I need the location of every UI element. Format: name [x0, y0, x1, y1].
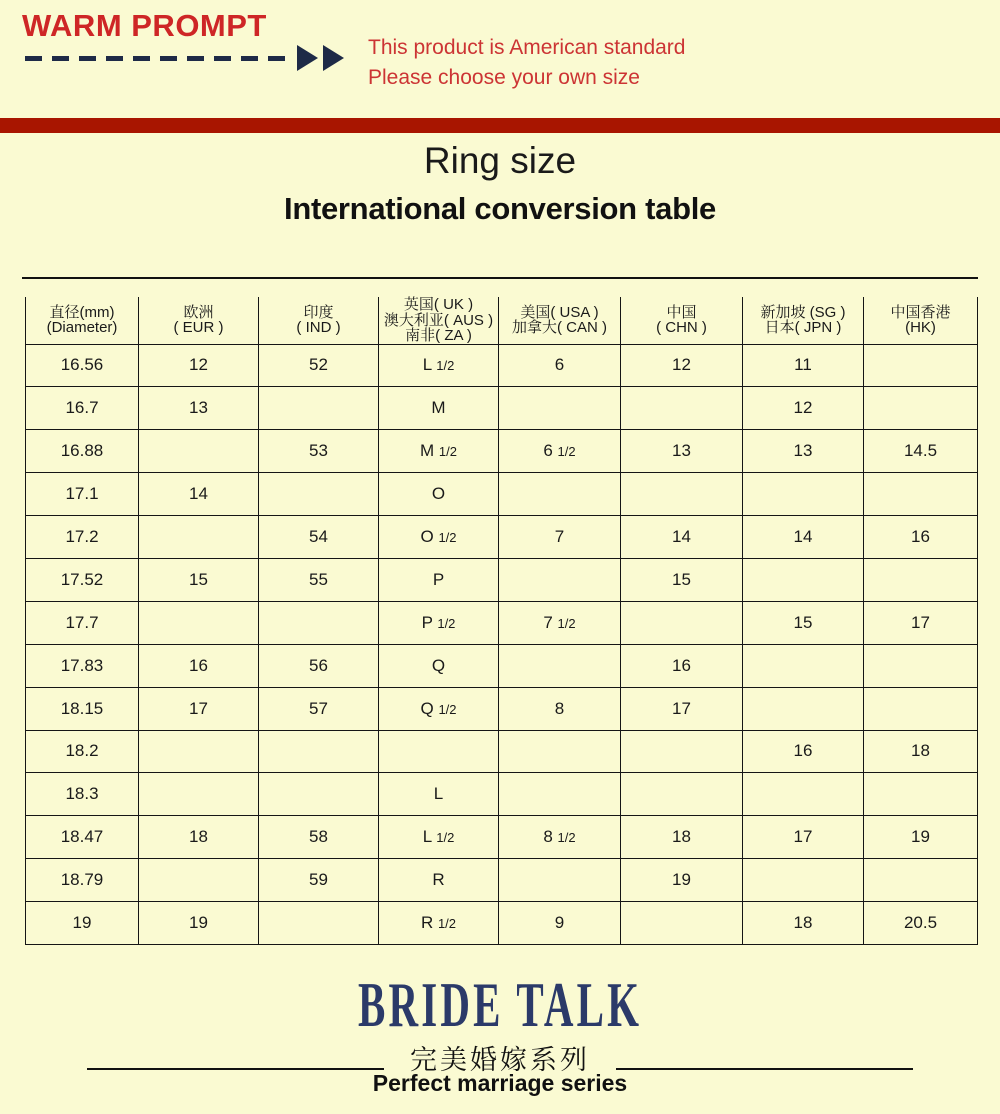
cell-r13-c2	[139, 859, 259, 902]
red-divider-bar	[0, 118, 1000, 133]
cell-r13-c3: 59	[259, 859, 379, 902]
cell-r8-c6: 16	[621, 644, 743, 687]
cell-r3-c6: 13	[621, 430, 743, 473]
table-row-6	[26, 558, 978, 601]
dashed-line	[25, 56, 293, 61]
cell-r1-c7: 11	[743, 344, 864, 387]
cell-r4-c5	[499, 473, 621, 516]
table-row-4	[26, 473, 978, 516]
header-cell-c2: 欧洲 ( EUR )	[139, 297, 259, 344]
cell-r8-c1: 17.83	[26, 644, 139, 687]
cell-r7-c4: P 1/2	[379, 601, 499, 644]
cell-r2-c2: 13	[139, 387, 259, 430]
cell-r11-c8	[864, 773, 978, 816]
brand-logo-text: BRIDE TALK	[357, 969, 643, 1040]
cell-r4-c7	[743, 473, 864, 516]
fraction-half: 1/2	[557, 830, 576, 846]
cell-r9-c1: 18.15	[26, 687, 139, 730]
table-row-14	[26, 902, 978, 945]
table-row-7	[26, 601, 978, 644]
page-subtitle: International conversion table	[284, 191, 716, 226]
cell-r8-c4: Q	[379, 644, 499, 687]
cell-r14-c8: 20.5	[864, 902, 978, 945]
table-row-12	[26, 816, 978, 859]
cell-r3-c8: 14.5	[864, 430, 978, 473]
fraction-half: 1/2	[437, 916, 457, 932]
cell-r14-c1: 19	[26, 902, 139, 945]
cell-r2-c5	[499, 387, 621, 430]
cell-r2-c4: M	[379, 387, 499, 430]
cell-r3-c5: 6 1/2	[499, 430, 621, 473]
cell-r11-c7	[743, 773, 864, 816]
cell-r1-c8	[864, 344, 978, 387]
cell-r3-c1: 16.88	[26, 430, 139, 473]
cell-r5-c5: 7	[499, 516, 621, 559]
fraction-half: 1/2	[436, 830, 455, 846]
cell-r10-c3	[259, 730, 379, 773]
cell-r8-c7	[743, 644, 864, 687]
cell-r7-c1: 17.7	[26, 601, 139, 644]
header-cell-c5: 美国( USA ) 加拿大( CAN )	[499, 297, 621, 344]
table-row-3	[26, 430, 978, 473]
table-top-rule	[22, 277, 978, 279]
table-row-8	[26, 644, 978, 687]
cell-r13-c5	[499, 859, 621, 902]
header-cell-c7: 新加坡 (SG ) 日本( JPN )	[743, 297, 864, 344]
cell-r8-c2: 16	[139, 644, 259, 687]
cell-r10-c8: 18	[864, 730, 978, 773]
cell-r8-c5	[499, 644, 621, 687]
cell-r4-c1: 17.1	[26, 473, 139, 516]
cell-r2-c3	[259, 387, 379, 430]
cell-r11-c6	[621, 773, 743, 816]
cell-r12-c2: 18	[139, 816, 259, 859]
cell-r11-c4: L	[379, 773, 499, 816]
cell-r12-c8: 19	[864, 816, 978, 859]
cell-r2-c6	[621, 387, 743, 430]
cell-r1-c4: L 1/2	[379, 344, 499, 387]
cell-r13-c7	[743, 859, 864, 902]
cell-r7-c5: 7 1/2	[499, 601, 621, 644]
cell-r7-c3	[259, 601, 379, 644]
cell-r5-c8: 16	[864, 516, 978, 559]
table-row-13	[26, 859, 978, 902]
series-title-en: Perfect marriage series	[372, 1070, 628, 1096]
cell-r9-c5: 8	[499, 687, 621, 730]
cell-r14-c7: 18	[743, 902, 864, 945]
table-row-1	[26, 344, 978, 387]
ring-size-conversion-table	[25, 297, 978, 945]
cell-r9-c6: 17	[621, 687, 743, 730]
fraction-half: 1/2	[438, 444, 457, 460]
cell-r4-c4: O	[379, 473, 499, 516]
prompt-text	[368, 33, 685, 93]
header-cell-c1: 直径(mm) (Diameter)	[26, 297, 139, 344]
cell-r6-c2: 15	[139, 558, 259, 601]
warm-prompt-title: WARM PROMPT	[22, 8, 267, 43]
cell-r4-c3	[259, 473, 379, 516]
arrow-right-icon	[323, 45, 344, 71]
cell-r1-c6: 12	[621, 344, 743, 387]
header-cell-c8: 中国香港 (HK)	[864, 297, 978, 344]
cell-r12-c3: 58	[259, 816, 379, 859]
cell-r9-c2: 17	[139, 687, 259, 730]
arrow-right-icon	[297, 45, 318, 71]
cell-r7-c2	[139, 601, 259, 644]
cell-r14-c2: 19	[139, 902, 259, 945]
cell-r5-c4: O 1/2	[379, 516, 499, 559]
cell-r2-c1: 16.7	[26, 387, 139, 430]
page-title: Ring size	[423, 140, 577, 181]
cell-r12-c6: 18	[621, 816, 743, 859]
cell-r6-c6: 15	[621, 558, 743, 601]
fraction-half: 1/2	[557, 615, 576, 631]
table-row-10	[26, 730, 978, 773]
cell-r14-c5: 9	[499, 902, 621, 945]
cell-r8-c3: 56	[259, 644, 379, 687]
cell-r14-c3	[259, 902, 379, 945]
cell-r14-c4: R 1/2	[379, 902, 499, 945]
cell-r7-c8: 17	[864, 601, 978, 644]
cell-r11-c3	[259, 773, 379, 816]
cell-r8-c8	[864, 644, 978, 687]
cell-r5-c2	[139, 516, 259, 559]
cell-r6-c8	[864, 558, 978, 601]
cell-r9-c4: Q 1/2	[379, 687, 499, 730]
cell-r9-c3: 57	[259, 687, 379, 730]
cell-r1-c5: 6	[499, 344, 621, 387]
prompt-line-1: This product is American standard	[368, 36, 686, 59]
cell-r6-c3: 55	[259, 558, 379, 601]
cell-r10-c4	[379, 730, 499, 773]
cell-r4-c6	[621, 473, 743, 516]
cell-r7-c7: 15	[743, 601, 864, 644]
cell-r1-c1: 16.56	[26, 344, 139, 387]
series-title-cn: 完美婚嫁系列	[410, 1045, 590, 1075]
cell-r2-c7: 12	[743, 387, 864, 430]
cell-r12-c7: 17	[743, 816, 864, 859]
cell-r6-c4: P	[379, 558, 499, 601]
table-header-row	[26, 297, 978, 344]
cell-r3-c3: 53	[259, 430, 379, 473]
cell-r10-c5	[499, 730, 621, 773]
fraction-half: 1/2	[436, 358, 455, 374]
cell-r3-c2	[139, 430, 259, 473]
table-row-11	[26, 773, 978, 816]
cell-r2-c8	[864, 387, 978, 430]
cell-r11-c5	[499, 773, 621, 816]
cell-r5-c3: 54	[259, 516, 379, 559]
cell-r10-c7: 16	[743, 730, 864, 773]
cell-r9-c7	[743, 687, 864, 730]
cell-r4-c8	[864, 473, 978, 516]
cell-r12-c5: 8 1/2	[499, 816, 621, 859]
table-row-2	[26, 387, 978, 430]
header-cell-c3: 印度 ( IND )	[259, 297, 379, 344]
fraction-half: 1/2	[437, 615, 456, 631]
table-row-5	[26, 516, 978, 559]
cell-r12-c4: L 1/2	[379, 816, 499, 859]
cell-r13-c8	[864, 859, 978, 902]
cell-r5-c7: 14	[743, 516, 864, 559]
cell-r6-c5	[499, 558, 621, 601]
cell-r7-c6	[621, 601, 743, 644]
cell-r13-c6: 19	[621, 859, 743, 902]
cell-r6-c7	[743, 558, 864, 601]
fraction-half: 1/2	[438, 530, 457, 545]
cell-r10-c1: 18.2	[26, 730, 139, 773]
cell-r5-c6: 14	[621, 516, 743, 559]
fraction-half: 1/2	[557, 444, 576, 460]
brand-logo	[0, 969, 1000, 1040]
cell-r6-c1: 17.52	[26, 558, 139, 601]
cell-r11-c1: 18.3	[26, 773, 139, 816]
cell-r3-c7: 13	[743, 430, 864, 473]
cell-r13-c1: 18.79	[26, 859, 139, 902]
cell-r1-c3: 52	[259, 344, 379, 387]
cell-r10-c2	[139, 730, 259, 773]
cell-r4-c2: 14	[139, 473, 259, 516]
cell-r1-c2: 12	[139, 344, 259, 387]
header-cell-c6: 中国 ( CHN )	[621, 297, 743, 344]
cell-r9-c8	[864, 687, 978, 730]
cell-r13-c4: R	[379, 859, 499, 902]
cell-r5-c1: 17.2	[26, 516, 139, 559]
cell-r3-c4: M 1/2	[379, 430, 499, 473]
fraction-half: 1/2	[438, 701, 457, 717]
cell-r14-c6	[621, 902, 743, 945]
cell-r10-c6	[621, 730, 743, 773]
table-row-9	[26, 687, 978, 730]
prompt-line-2: Please choose your own size	[368, 66, 640, 89]
cell-r11-c2	[139, 773, 259, 816]
header-cell-c4: 英国( UK ) 澳大利亚( AUS ) 南非( ZA )	[379, 297, 499, 344]
cell-r12-c1: 18.47	[26, 816, 139, 859]
